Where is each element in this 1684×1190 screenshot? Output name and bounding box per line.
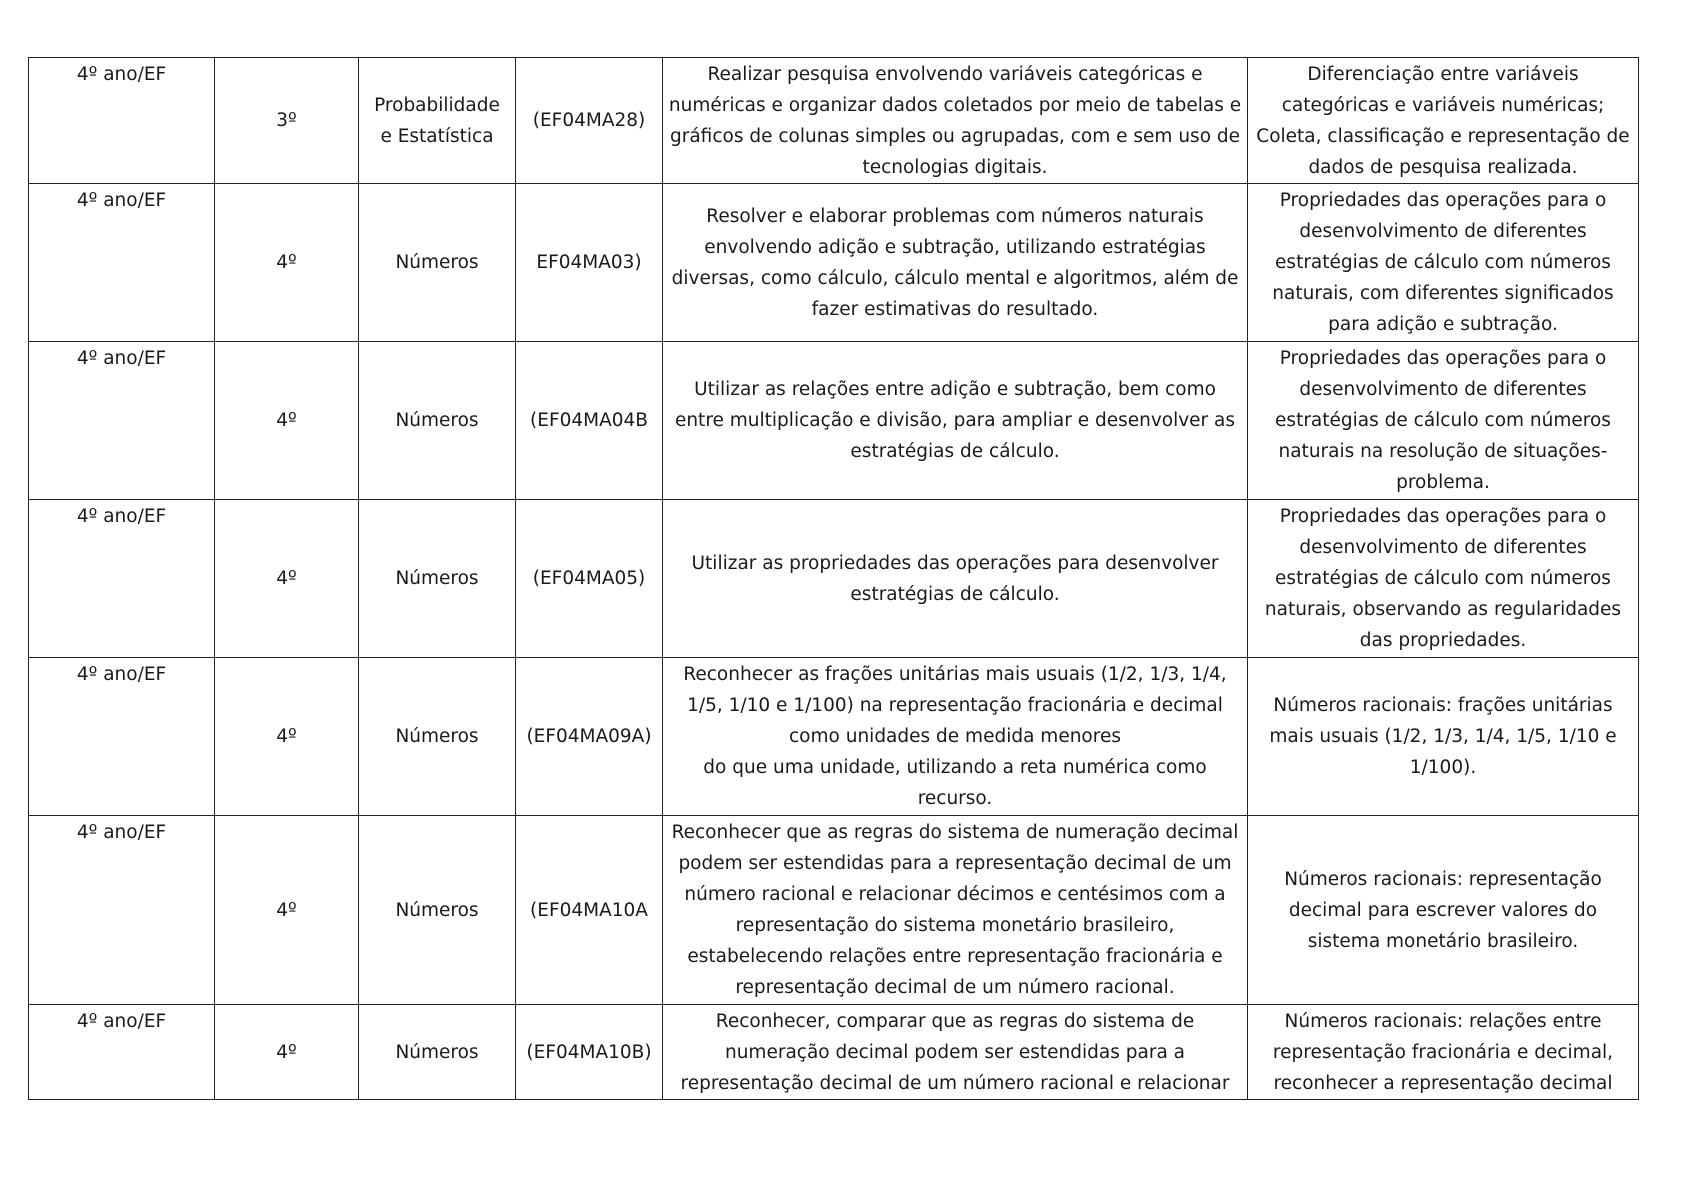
bimester-cell: 3º: [215, 58, 359, 184]
knowledge-object-cell: Números racionais: representação decimal para escrever valores do sistema monetário brasileiro.: [1248, 816, 1639, 1005]
table-row: [29, 342, 1639, 500]
bimester-cell: 4º: [215, 342, 359, 500]
table-row: [29, 184, 1639, 342]
bimester-cell: 4º: [215, 658, 359, 816]
skill-description-cell: Utilizar as relações entre adição e subtração, bem como entre multiplicação e divisão, para ampliar e desenvolver as estratégias de cálculo.: [663, 342, 1248, 500]
bimester-cell: 4º: [215, 500, 359, 658]
knowledge-object-cell: Propriedades das operações para o desenvolvimento de diferentes estratégias de cálculo com números naturais na resolução de situações- problema.: [1248, 342, 1639, 500]
table-row: [29, 816, 1639, 1005]
knowledge-object-cell: Propriedades das operações para o desenvolvimento de diferentes estratégias de cálculo com números naturais, com diferentes significados para adição e subtração.: [1248, 184, 1639, 342]
skill-description-cell: Reconhecer que as regras do sistema de numeração decimal podem ser estendidas para a representação decimal de um número racional e relacionar décimos e centésimos com a representação do sistema monetário brasileiro, estabelecendo relações entre representação fracionária e representação decimal de um número racional.: [663, 816, 1248, 1005]
knowledge-object-cell: Números racionais: frações unitárias mais usuais (1/2, 1/3, 1/4, 1/5, 1/10 e 1/100).: [1248, 658, 1639, 816]
skill-description-cell: Reconhecer as frações unitárias mais usuais (1/2, 1/3, 1/4, 1/5, 1/10 e 1/100) na representação fracionária e decimal como unidades de medida menores do que uma unidade, utilizando a reta numérica como recurso.: [663, 658, 1248, 816]
table-row: [29, 500, 1639, 658]
skill-description-cell: Reconhecer, comparar que as regras do sistema de numeração decimal podem ser estendidas para a representação decimal de um número racional e relacionar: [663, 1005, 1248, 1100]
thematic-unit-cell: Números: [359, 1005, 516, 1100]
table-row: [29, 1005, 1639, 1100]
year-cell: 4º ano/EF: [29, 58, 215, 184]
table-row: [29, 58, 1639, 184]
knowledge-object-cell: Diferenciação entre variáveis categóricas e variáveis numéricas; Coleta, classificação e representação de dados de pesquisa realizada.: [1248, 58, 1639, 184]
thematic-unit-cell: Números: [359, 816, 516, 1005]
skill-code-cell: (EF04MA28): [516, 58, 663, 184]
knowledge-object-cell: Números racionais: relações entre representação fracionária e decimal, reconhecer a representação decimal: [1248, 1005, 1639, 1100]
year-cell: 4º ano/EF: [29, 816, 215, 1005]
thematic-unit-cell: Números: [359, 184, 516, 342]
thematic-unit-cell: Números: [359, 342, 516, 500]
skill-code-cell: (EF04MA09A): [516, 658, 663, 816]
bimester-cell: 4º: [215, 184, 359, 342]
year-cell: 4º ano/EF: [29, 658, 215, 816]
thematic-unit-cell: Probabilidade e Estatística: [359, 58, 516, 184]
skill-description-cell: Realizar pesquisa envolvendo variáveis categóricas e numéricas e organizar dados coletados por meio de tabelas e gráficos de colunas simples ou agrupadas, com e sem uso de tecnologias digitais.: [663, 58, 1248, 184]
skill-code-cell: (EF04MA10A: [516, 816, 663, 1005]
thematic-unit-cell: Números: [359, 500, 516, 658]
skill-code-cell: EF04MA03): [516, 184, 663, 342]
skill-description-cell: Resolver e elaborar problemas com números naturais envolvendo adição e subtração, utilizando estratégias diversas, como cálculo, cálculo mental e algoritmos, além de fazer estimativas do resultado.: [663, 184, 1248, 342]
skill-code-cell: (EF04MA04B: [516, 342, 663, 500]
year-cell: 4º ano/EF: [29, 342, 215, 500]
curriculum-table: [28, 57, 1639, 1100]
bimester-cell: 4º: [215, 1005, 359, 1100]
year-cell: 4º ano/EF: [29, 500, 215, 658]
table-row: [29, 658, 1639, 816]
skill-code-cell: (EF04MA10B): [516, 1005, 663, 1100]
year-cell: 4º ano/EF: [29, 184, 215, 342]
thematic-unit-cell: Números: [359, 658, 516, 816]
year-cell: 4º ano/EF: [29, 1005, 215, 1100]
skill-code-cell: (EF04MA05): [516, 500, 663, 658]
skill-description-cell: Utilizar as propriedades das operações para desenvolver estratégias de cálculo.: [663, 500, 1248, 658]
bimester-cell: 4º: [215, 816, 359, 1005]
knowledge-object-cell: Propriedades das operações para o desenvolvimento de diferentes estratégias de cálculo com números naturais, observando as regularidades das propriedades.: [1248, 500, 1639, 658]
